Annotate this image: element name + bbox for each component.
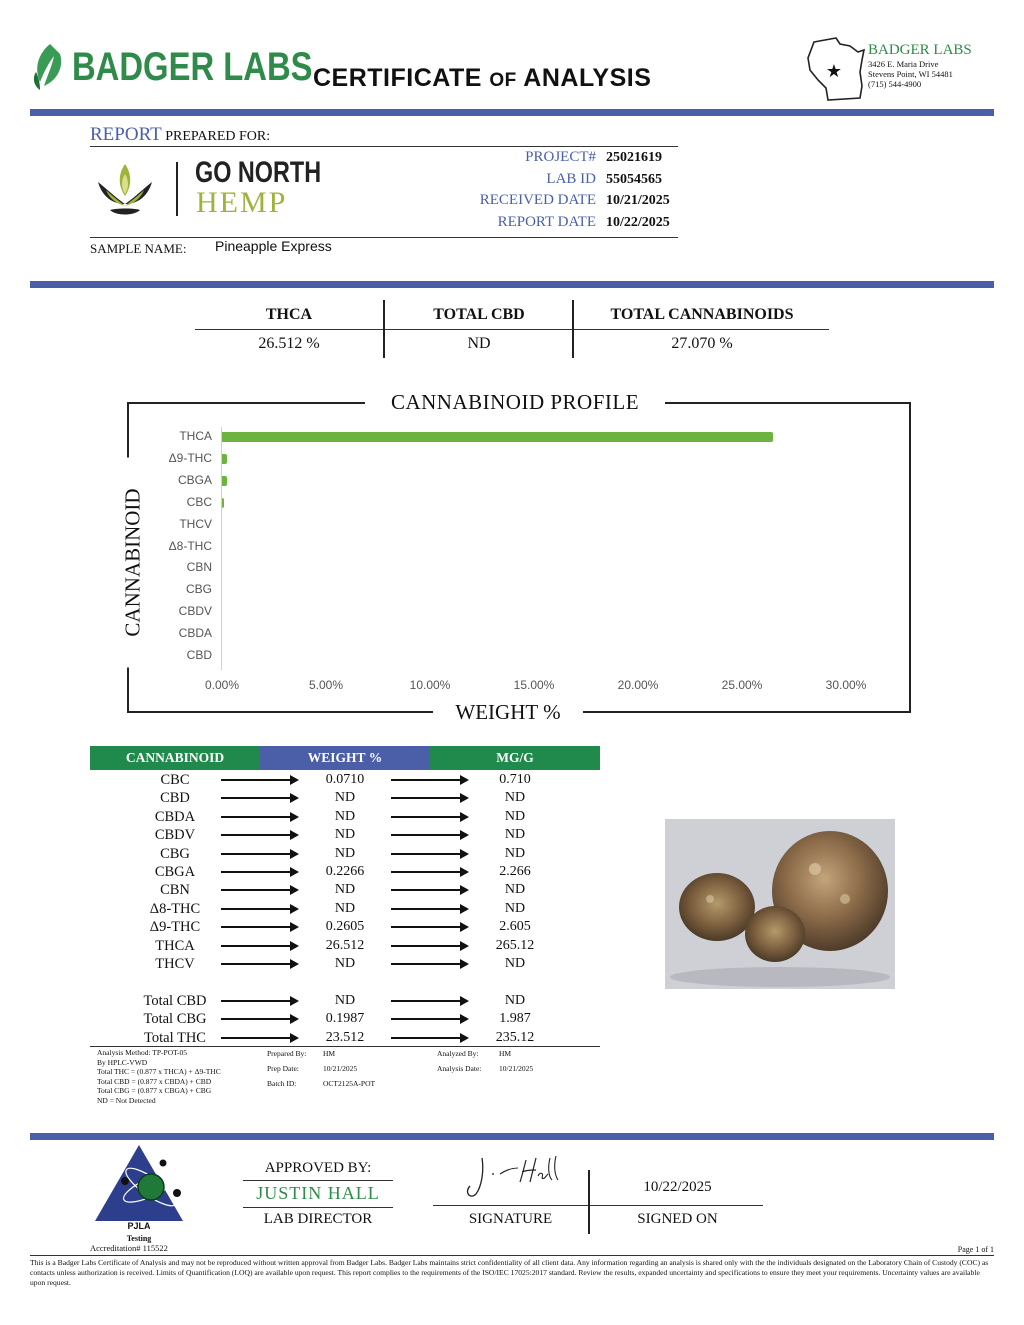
handwritten-signature	[460, 1152, 570, 1204]
row-mgg: ND	[504, 900, 526, 916]
row-cannabinoid: CBC	[160, 772, 190, 788]
arrow-icon	[391, 889, 467, 891]
summary-thca-header: THCA	[265, 306, 313, 323]
arrow-icon	[391, 1037, 467, 1039]
row-cannabinoid: Total CBG	[143, 1011, 207, 1028]
summary-total-cbd-value: ND	[467, 335, 491, 352]
cannabinoid-chart-frame	[127, 402, 911, 713]
arrow-icon	[391, 926, 467, 928]
row-weight: ND	[334, 827, 356, 843]
chart-category-label: CBGA	[177, 472, 212, 487]
arrow-icon	[391, 797, 467, 799]
summary-thca-value: 26.512 %	[258, 335, 320, 352]
chart-tick-label: 0.00%	[204, 678, 240, 692]
arrow-icon	[221, 1037, 297, 1039]
arrow-icon	[221, 1000, 297, 1002]
chart-category-label: CBG	[185, 582, 212, 597]
signed-date: 10/22/2025	[643, 1179, 712, 1195]
row-weight: ND	[334, 790, 356, 806]
table-bottom-line	[90, 1046, 600, 1047]
cbd-formula: Total CBD = (0.877 x CBDA) + CBD	[97, 1076, 212, 1086]
row-weight: ND	[334, 900, 356, 916]
client-logo-divider	[176, 162, 178, 216]
row-mgg: 265.12	[495, 937, 535, 953]
chart-tick-label: 10.00%	[409, 678, 451, 692]
table-row	[90, 863, 610, 881]
row-weight: 0.1987	[325, 1011, 365, 1027]
row-weight: 26.512	[325, 937, 365, 953]
table-row	[90, 826, 610, 844]
lab-address2: Stevens Point, WI 54481	[868, 69, 953, 79]
cbg-formula: Total CBG = (0.877 x CBGA) + CBG	[97, 1086, 212, 1095]
row-cannabinoid: Δ8-THC	[149, 900, 201, 917]
row-cannabinoid: Total CBD	[143, 993, 207, 1009]
pjla-label: PJLA	[127, 1221, 151, 1231]
arrow-icon	[221, 797, 297, 799]
chart-category-label: CBD	[186, 648, 212, 662]
row-mgg: 1.987	[499, 1011, 531, 1027]
arrow-icon	[221, 779, 297, 781]
arrow-icon	[221, 1018, 297, 1020]
chart-category-label: CBC	[186, 494, 212, 509]
row-mgg: 0.710	[499, 772, 531, 787]
chart-category-label: CBN	[186, 560, 212, 575]
arrow-icon	[391, 816, 467, 818]
table-header-weight: WEIGHT %	[260, 746, 430, 770]
arrow-icon	[221, 945, 297, 947]
row-mgg: ND	[504, 845, 526, 861]
arrow-icon	[391, 963, 467, 965]
leaf-icon	[30, 42, 68, 92]
row-mgg: ND	[504, 808, 526, 824]
row-mgg: 235.12	[495, 1029, 535, 1045]
lab-contact-block	[868, 42, 972, 89]
labid-row: LAB ID 55054565	[546, 171, 662, 187]
lab-name: BADGER LABS	[868, 42, 972, 58]
lab-phone: (715) 544-4900	[868, 79, 922, 89]
sample-photo	[665, 819, 895, 989]
arrow-icon	[221, 889, 297, 891]
report-meta	[410, 149, 680, 236]
table-row	[90, 881, 610, 899]
row-weight: 0.2266	[325, 864, 365, 879]
table-row	[90, 955, 610, 973]
table-row	[90, 1029, 610, 1047]
analysis-info: Analyzed By: HM Analysis Date: 10/21/2025	[437, 1049, 534, 1073]
chart-category-label: CBDV	[178, 604, 212, 619]
wisconsin-map-icon	[806, 36, 870, 102]
row-cannabinoid: Total THC	[144, 1029, 206, 1046]
arrow-icon	[221, 908, 297, 910]
pjla-testing: Testing	[126, 1234, 152, 1243]
director-line	[243, 1207, 393, 1208]
header-divider	[30, 109, 994, 116]
row-weight: 0.2605	[325, 919, 365, 935]
row-mgg: ND	[504, 993, 526, 1008]
chart-tick-label: 20.00%	[617, 678, 659, 692]
row-weight: 23.512	[325, 1029, 365, 1045]
analysis-notes	[97, 1048, 221, 1105]
director-title: LAB DIRECTOR	[263, 1211, 373, 1227]
summary-total-cannabinoids-header: TOTAL CANNABINOIDS	[610, 306, 794, 323]
project-row: PROJECT# 25021619	[525, 149, 662, 165]
summary-total-cbd-header: TOTAL CBD	[433, 306, 525, 323]
report-bottom-line	[90, 237, 678, 238]
row-cannabinoid: THCV	[155, 956, 195, 972]
row-mgg: ND	[504, 956, 526, 971]
approved-line	[243, 1180, 393, 1181]
chart-title: CANNABINOID PROFILE	[365, 390, 665, 415]
arrow-icon	[391, 779, 467, 781]
row-cannabinoid: CBD	[160, 790, 190, 807]
table-row	[90, 918, 610, 936]
row-mgg: 2.605	[499, 919, 531, 935]
table-row	[90, 845, 610, 863]
chart-tick-label: 5.00%	[308, 678, 344, 692]
arrow-icon	[221, 816, 297, 818]
chart-tick-label: 25.00%	[721, 678, 763, 692]
director-name: JUSTIN HALL	[256, 1183, 380, 1203]
row-cannabinoid: CBG	[160, 845, 190, 862]
row-mgg: ND	[504, 882, 526, 898]
table-row	[90, 937, 610, 955]
received-date-row: RECEIVED DATE 10/21/2025	[479, 192, 670, 208]
arrow-icon	[221, 926, 297, 928]
row-cannabinoid: CBN	[160, 882, 190, 899]
chart-category-label: Δ9-THC	[168, 450, 212, 465]
svg-text:★: ★	[825, 61, 843, 82]
arrow-icon	[221, 834, 297, 836]
row-cannabinoid: CBDA	[154, 808, 196, 825]
report-top-line	[90, 146, 678, 147]
arrow-icon	[221, 853, 297, 855]
arrow-icon	[391, 945, 467, 947]
row-weight: ND	[334, 808, 356, 824]
arrow-icon	[391, 853, 467, 855]
nd-note: ND = Not Detected	[97, 1095, 156, 1105]
client-name-line2: HEMP	[196, 186, 288, 219]
accreditation-number: Accreditation# 115522	[90, 1243, 168, 1253]
signed-on-label: SIGNED ON	[637, 1211, 718, 1227]
row-mgg: ND	[504, 827, 526, 843]
prep-info: Prepared By: HM Prep Date: 10/21/2025 Batch ID: OCT2125A-POT	[267, 1049, 376, 1088]
chart-category-label: THCA	[179, 429, 212, 443]
row-weight: 0.0710	[325, 772, 365, 787]
arrow-icon	[391, 834, 467, 836]
table-row	[90, 789, 610, 807]
table-header-cannabinoid: CANNABINOID	[90, 746, 260, 770]
section-divider	[30, 281, 994, 288]
table-row	[90, 900, 610, 918]
client-name-line1: GO NORTH	[195, 156, 322, 189]
chart-category-label: THCV	[179, 516, 212, 531]
sample-name-value: Pineapple Express	[215, 238, 332, 254]
page-number: Page 1 of 1	[957, 1245, 994, 1254]
chart-y-axis-label: CANNABINOID	[121, 458, 146, 668]
table-row	[90, 1010, 610, 1028]
brand-name: BADGER LABS	[72, 44, 313, 89]
row-mgg: 2.266	[499, 864, 531, 879]
chart-tick-label: 30.00%	[825, 678, 867, 692]
chart-tick-label: 15.00%	[513, 678, 555, 692]
arrow-icon	[221, 871, 297, 873]
table-row	[90, 992, 610, 1010]
chart-x-axis-label: WEIGHT %	[433, 700, 583, 725]
arrow-icon	[221, 963, 297, 965]
row-weight: ND	[334, 882, 356, 898]
row-mgg: ND	[504, 790, 526, 806]
chart-category-label: Δ8-THC	[168, 538, 212, 553]
table-row	[90, 771, 610, 789]
document-title: CERTIFICATE OF ANALYSIS	[313, 64, 652, 92]
report-date-row: REPORT DATE 10/22/2025	[497, 214, 670, 230]
sample-name-label: SAMPLE NAME:	[90, 241, 187, 256]
summary-total-cannabinoids-value: 27.070 %	[671, 335, 733, 352]
arrow-icon	[391, 871, 467, 873]
row-weight: ND	[334, 845, 356, 861]
row-cannabinoid: CBDV	[154, 827, 196, 844]
table-header-mgg: MG/G	[430, 746, 600, 770]
arrow-icon	[391, 1018, 467, 1020]
summary-line	[195, 329, 829, 330]
pjla-logo-icon	[93, 1143, 185, 1223]
table-row	[90, 808, 610, 826]
disclaimer-text: This is a Badger Labs Certificate of Analysis and may not be reproduced without written approval from Badger Labs. Badger Labs maintains strict confidentiality of all client data. Any information regarding an analysis is shared only with the the individuals designated on the Laboratory Chain of Custody (COC) as contacts unless authorization is received. Limits of Quantification (LOQ) are available upon request. This report complies to the requirements of the ISO/IEC 17025:2017 standard. Review the results, expanded uncertainty and specifications to ensure they meet your requirements. Uncertainty values are available upon request.	[30, 1258, 989, 1288]
lab-address1: 3426 E. Maria Drive	[868, 59, 939, 69]
row-weight: ND	[334, 993, 356, 1008]
row-cannabinoid: Δ9-THC	[149, 919, 201, 936]
footer-divider	[30, 1133, 994, 1140]
row-cannabinoid: CBGA	[154, 864, 196, 880]
thc-formula: Total THC = (0.877 x THCA) + Δ9-THC	[97, 1067, 221, 1076]
arrow-icon	[391, 908, 467, 910]
report-prepared-for: REPORT PREPARED FOR:	[90, 124, 271, 145]
signature-line	[433, 1205, 763, 1206]
analysis-method: Analysis Method: TP-POT-05	[97, 1048, 188, 1057]
signature-label: SIGNATURE	[468, 1211, 553, 1227]
chart-category-label: CBDA	[178, 626, 212, 641]
client-logo-icon	[90, 160, 160, 218]
arrow-icon	[391, 1000, 467, 1002]
row-weight: ND	[334, 956, 356, 971]
row-cannabinoid: THCA	[155, 937, 195, 954]
approved-by-label: APPROVED BY:	[264, 1160, 372, 1176]
analysis-by: By HPLC-VWD	[97, 1057, 148, 1067]
disclaimer-line	[30, 1255, 994, 1256]
